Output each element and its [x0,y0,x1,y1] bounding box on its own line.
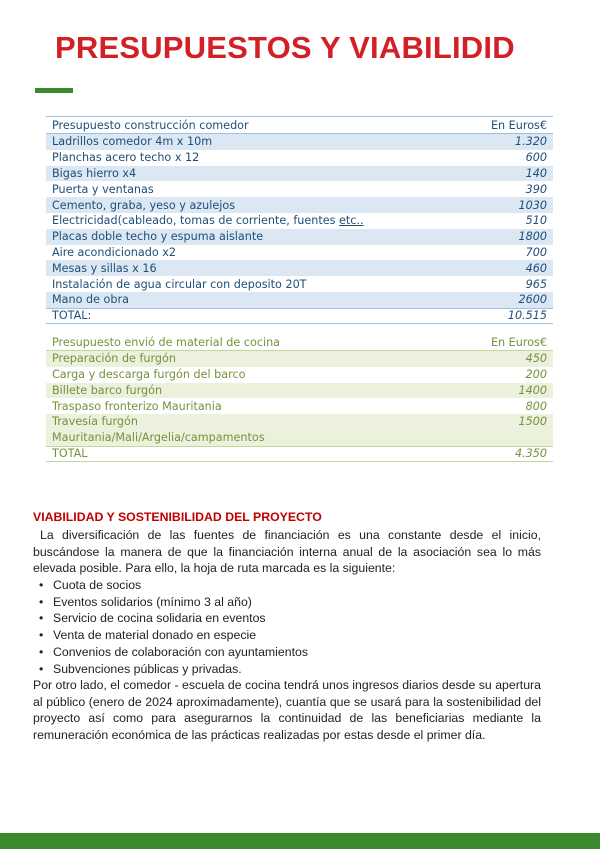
paragraph-financing: La diversificación de las fuentes de financiación es una constante desde el inicio, buscándose la manera de que la financiación interna anual de la asociación sea lo más elevada posible. Para ello, la hoja de ruta marcada es la siguiente: [33,528,541,576]
row-amount: 1400 [518,383,547,397]
row-amount: 965 [525,277,547,291]
list-item: • Servicio de cocina solidaria en eventos [33,610,308,627]
table-row [46,134,553,150]
row-label: Planchas acero techo x 12 [52,151,200,165]
list-item: • Subvenciones públicas y privadas. [33,661,308,678]
table-row [46,414,553,446]
table-row [46,197,553,213]
row-amount: 1500 [518,415,547,429]
total-label: TOTAL: [52,309,92,323]
budget-table-kitchen-shipping [46,334,553,462]
row-amount: 800 [525,399,547,413]
row-amount: 2600 [518,293,547,307]
row-label-main: Electricidad(cableado, tomas de corriente, fuentes [52,214,340,228]
row-label: Instalación de agua circular con deposito 20T [52,277,307,291]
total-amount: 4.350 [514,447,547,461]
table-row [46,351,553,367]
row-label: Billete barco furgón [52,383,163,397]
table-row [46,166,553,182]
table-row [46,292,553,308]
table-header [46,117,553,134]
total-label: TOTAL [52,447,88,461]
row-label: Bigas hierro x4 [52,166,137,180]
table-row [46,383,553,399]
row-amount: 1800 [518,230,547,244]
table-row [46,398,553,414]
table-header-label: Presupuesto envió de material de cocina [52,335,281,349]
row-label: Preparación de furgón [52,352,176,366]
table-row [46,276,553,292]
table-row [46,213,553,229]
row-label: Cemento, graba, yeso y azulejos [52,198,236,212]
table-header-amount: En Euros€ [490,335,547,349]
row-amount: 140 [525,166,547,180]
table-row [46,181,553,197]
row-label: Mano de obra [52,293,129,307]
table-row [46,260,553,276]
row-label-line1: Travesía furgón [52,415,138,429]
paragraph-sustainability: Por otro lado, el comedor - escuela de cocina tendrá unos ingresos diarios desde su apertura al público (enero de 2024 aproximadamente), cuantía que se usará para la sostenibilidad del proyecto así como para asegurarnos la continuidad de las beneficiarias mediante la remuneración económica de las prácticas realizadas por estas desde el primer día. [33,678,541,743]
row-label [52,414,265,446]
table-row [46,229,553,245]
row-amount: 450 [525,352,547,366]
row-label: Ladrillos comedor 4m x 10m [52,135,213,149]
row-label-etc: etc.. [339,214,364,228]
table-header [46,334,553,351]
section-heading: VIABILIDAD Y SOSTENIBILIDAD DEL PROYECTO [33,510,322,524]
table-header-amount: En Euros€ [490,118,547,132]
table-header-label: Presupuesto construcción comedor [52,118,249,132]
roadmap-list [33,577,308,677]
table-row [46,367,553,383]
page-title: PRESUPUESTOS Y VIABILIDID [55,30,515,65]
list-item: • Venta de material donado en especie [33,627,308,644]
row-amount: 390 [525,182,547,196]
table-row [46,150,553,166]
row-label: Carga y descarga furgón del barco [52,368,246,382]
budget-table-construction [46,116,553,324]
row-label-line2: Mauritania/Mali/Argelia/campamentos [52,430,265,444]
row-label: Mesas y sillas x 16 [52,261,157,275]
list-item: • Eventos solidarios (mínimo 3 al año) [33,594,308,611]
row-amount: 200 [525,368,547,382]
table-total-row [46,446,553,462]
row-amount: 1.320 [514,135,547,149]
table-row [46,245,553,261]
title-accent-bar [35,88,73,93]
footer-bar [0,833,600,849]
total-amount: 10.515 [507,309,547,323]
row-label: Puerta y ventanas [52,182,154,196]
row-label: Aire acondicionado x2 [52,245,176,259]
row-amount: 700 [525,245,547,259]
row-amount: 510 [525,214,547,228]
table-total-row [46,308,553,324]
row-label [52,214,364,227]
row-amount: 1030 [518,198,547,212]
row-amount: 600 [525,151,547,165]
row-label: Traspaso fronterizo Mauritania [52,399,222,413]
row-amount: 460 [525,261,547,275]
row-label: Placas doble techo y espuma aislante [52,230,264,244]
list-item: • Convenios de colaboración con ayuntamientos [33,644,308,661]
list-item: • Cuota de socios [33,577,308,594]
